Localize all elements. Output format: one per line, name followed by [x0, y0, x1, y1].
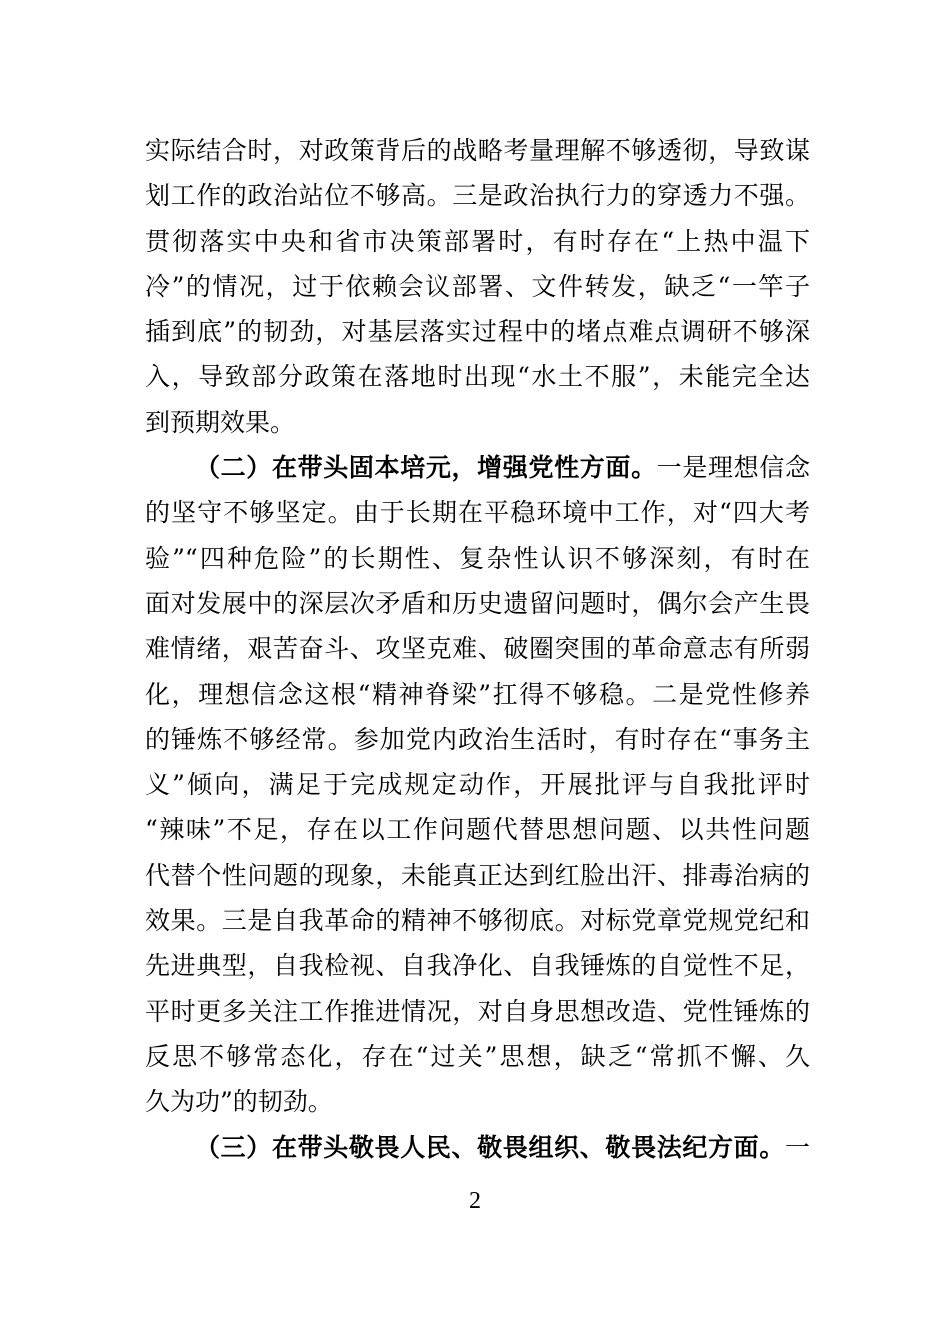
- line-text: 的锤炼不够经常。参加党内政治生活时，有时存在“事务主: [145, 724, 810, 754]
- section-heading-line: [145, 1125, 810, 1170]
- line-text: 验”“四种危险”的长期性、复杂性认识不够深刻，有时在: [145, 543, 810, 573]
- paragraph-line: [145, 219, 810, 264]
- line-text: 到预期效果。: [145, 407, 296, 437]
- line-text: 面对发展中的深层次矛盾和历史遗留问题时，偶尔会产生畏: [145, 588, 810, 618]
- paragraph-line: [145, 354, 810, 399]
- line-text: 先进典型，自我检视、自我净化、自我锤炼的自觉性不足，: [145, 951, 810, 981]
- paragraph-line: [145, 1079, 810, 1124]
- paragraph-line: [145, 626, 810, 671]
- section-heading-3: （三）在带头敬畏人民、敬畏组织、敬畏法纪方面。: [195, 1132, 785, 1162]
- paragraph-line: [145, 853, 810, 898]
- paragraph-line: [145, 672, 810, 717]
- line-text: 插到底”的韧劲，对基层落实过程中的堵点难点调研不够深: [145, 317, 810, 347]
- line-text: 效果。三是自我革命的精神不够彻底。对标党章党规党纪和: [145, 906, 810, 936]
- line-text: 实际结合时，对政策背后的战略考量理解不够透彻，导致谋: [145, 136, 810, 165]
- line-text: 久为功”的韧劲。: [145, 1087, 333, 1117]
- paragraph-line: [145, 490, 810, 535]
- section-heading-2: （二）在带头固本培元，增强党性方面。: [195, 453, 657, 483]
- line-text: 的坚守不够坚定。由于长期在平稳环境中工作，对“四大考: [145, 498, 810, 528]
- paragraph-line: [145, 989, 810, 1034]
- line-text: 一是理想信念: [656, 453, 810, 483]
- line-text: 难情绪，艰苦奋斗、攻坚克难、破圈突围的革命意志有所弱: [145, 634, 810, 664]
- line-text: 化，理想信念这根“精神脊梁”扛得不够稳。二是党性修养: [145, 679, 810, 709]
- line-text: 入，导致部分政策在落地时出现“水土不服”，未能完全达: [145, 362, 810, 392]
- paragraph-line: [145, 807, 810, 852]
- line-text: “辣味”不足，存在以工作问题代替思想问题、以共性问题: [145, 815, 810, 845]
- body-text: [145, 128, 810, 1170]
- paragraph-line: [145, 581, 810, 626]
- paragraph-line: [145, 898, 810, 943]
- paragraph-line: [145, 717, 810, 762]
- line-text: 一: [784, 1132, 810, 1162]
- paragraph-line: [145, 309, 810, 354]
- line-text: 义”倾向，满足于完成规定动作，开展批评与自我批评时: [145, 770, 810, 800]
- paragraph-line: [145, 762, 810, 807]
- paragraph-line: [145, 943, 810, 988]
- line-text: 贯彻落实中央和省市决策部署时，有时存在“上热中温下: [145, 226, 810, 256]
- line-text: 平时更多关注工作推进情况，对自身思想改造、党性锤炼的: [145, 996, 810, 1026]
- paragraph-line: [145, 173, 810, 218]
- paragraph-line: [145, 1034, 810, 1079]
- paragraph-line: [145, 536, 810, 581]
- line-text: 划工作的政治站位不够高。三是政治执行力的穿透力不强。: [145, 181, 810, 211]
- line-text: 冷”的情况，过于依赖会议部署、文件转发，缺乏“一竿子: [145, 271, 810, 301]
- section-heading-line: [145, 445, 810, 490]
- paragraph-line: [145, 128, 810, 173]
- paragraph-line: [145, 264, 810, 309]
- line-text: 代替个性问题的现象，未能真正达到红脸出汗、排毒治病的: [145, 860, 810, 890]
- paragraph-line: [145, 400, 810, 445]
- page-number: 2: [469, 1188, 481, 1214]
- line-text: 反思不够常态化，存在“过关”思想，缺乏“常抓不懈、久: [145, 1041, 810, 1071]
